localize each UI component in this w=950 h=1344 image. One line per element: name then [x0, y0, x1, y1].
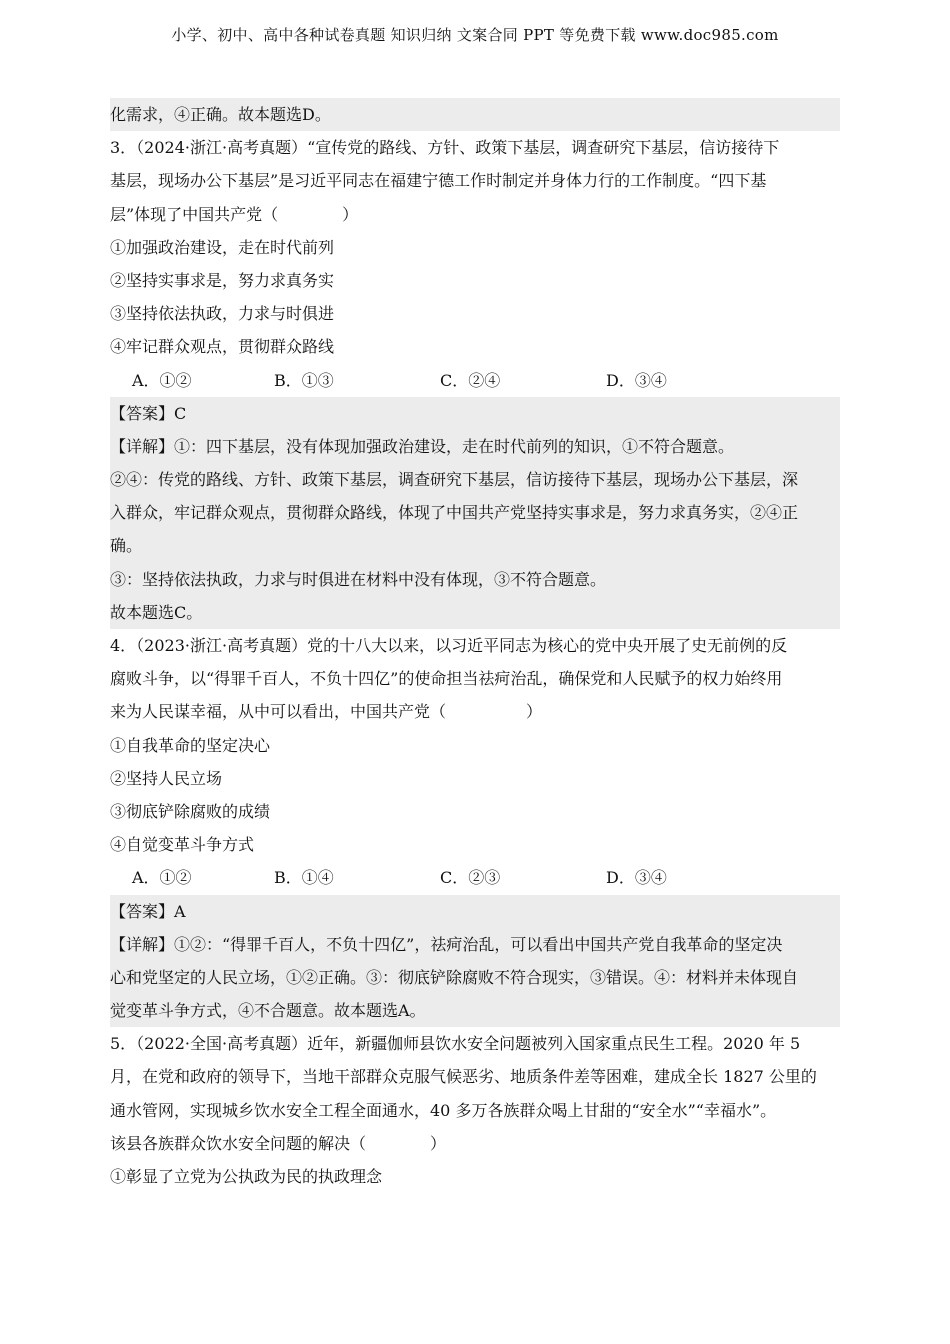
explanation-line: 【详解】①②：“得罪千百人，不负十四亿”，祛疴治乱，可以看出中国共产党自我革命的坚定决	[110, 928, 840, 961]
explanation-line: 觉变革斗争方式，④不合题意。故本题选A。	[110, 994, 840, 1027]
statement-item: ④自觉变革斗争方式	[110, 835, 255, 855]
explanation-line: 入群众，牢记群众观点，贯彻群众路线，体现了中国共产党坚持实事求是，努力求真务实，②④正	[110, 496, 840, 529]
explanation-line: 心和党坚定的人民立场，①②正确。③：彻底铲除腐败不符合现实，③错误。④：材料并未体现自	[110, 961, 840, 994]
option-a: A．①②	[132, 370, 192, 390]
q2-explanation-tail: 化需求，④正确。故本题选D。	[110, 98, 840, 131]
statement-item: ②坚持实事求是，努力求真务实	[110, 270, 335, 290]
answer-label: 【答案】C	[110, 397, 840, 430]
question-3	[110, 131, 840, 629]
answer-options	[110, 364, 840, 397]
explanation-line: ②④：传党的路线、方针、政策下基层，调查研究下基层，信访接待下基层，现场办公下基层，深	[110, 463, 840, 496]
statement-item: ①加强政治建设，走在时代前列	[110, 237, 335, 257]
statement-item: ③坚持依法执政，力求与时俱进	[110, 304, 335, 324]
document-body	[110, 98, 840, 1193]
explanation-line: ③：坚持依法执政，力求与时俱进在材料中没有体现，③不符合题意。	[110, 563, 840, 596]
question-5	[110, 1027, 840, 1193]
explanation-line: 确。	[110, 529, 840, 562]
statement-item: ②坚持人民立场	[110, 768, 223, 788]
question-stem-line: 3．（2024·浙江·高考真题）“宣传党的路线、方针、政策下基层，调查研究下基层，信访接待下	[110, 138, 780, 158]
question-stem-line: 5．（2022·全国·高考真题）近年，新疆伽师县饮水安全问题被列入国家重点民生工程。2020 年 5	[110, 1034, 801, 1054]
statement-item: ①彰显了立党为公执政为民的执政理念	[110, 1167, 383, 1186]
option-c: C．②③	[440, 868, 501, 888]
statement-item: ①自我革命的坚定决心	[110, 735, 271, 755]
question-stem-line: 来为人民谋幸福，从中可以看出，中国共产党（ ）	[110, 702, 543, 722]
option-a: A．①②	[132, 868, 192, 888]
explanation-line: 故本题选C。	[110, 596, 840, 629]
option-d: D．③④	[606, 370, 667, 390]
answer-options	[110, 861, 840, 894]
question-stem-line: 基层，现场办公下基层”是习近平同志在福建宁德工作时制定并身体力行的工作制度。“四下基	[110, 171, 767, 191]
question-stem-line: 该县各族群众饮水安全问题的解决（ ）	[110, 1133, 447, 1153]
question-stem-line: 4．（2023·浙江·高考真题）党的十八大以来，以习近平同志为核心的党中央开展了史无前例的反	[110, 636, 788, 655]
option-d: D．③④	[606, 868, 667, 888]
answer-label: 【答案】A	[110, 895, 840, 928]
statement-item: ③彻底铲除腐败的成绩	[110, 801, 271, 821]
question-stem-line: 腐败斗争，以“得罪千百人，不负十四亿”的使命担当祛疴治乱，确保党和人民赋予的权力始终用	[110, 669, 783, 689]
statement-item: ④牢记群众观点，贯彻群众路线	[110, 337, 335, 357]
page-header: 小学、初中、高中各种试卷真题 知识归纳 文案合同 PPT 等免费下载 www.doc985.com	[171, 26, 779, 44]
option-b: B．①③	[274, 370, 334, 390]
question-stem-line: 通水管网，实现城乡饮水安全工程全面通水，40 多万各族群众喝上甘甜的“安全水”“幸福水”。	[110, 1100, 777, 1120]
explanation-line: 【详解】①：四下基层，没有体现加强政治建设，走在时代前列的知识，①不符合题意。	[110, 430, 840, 463]
option-c: C．②④	[440, 370, 501, 390]
question-4	[110, 629, 840, 1027]
question-stem-line: 层”体现了中国共产党（ ）	[110, 204, 359, 224]
question-stem-line: 月，在党和政府的领导下，当地干部群众克服气候恶劣、地质条件差等困难，建成全长 1827 公里的	[110, 1067, 817, 1087]
option-b: B．①④	[274, 868, 334, 888]
